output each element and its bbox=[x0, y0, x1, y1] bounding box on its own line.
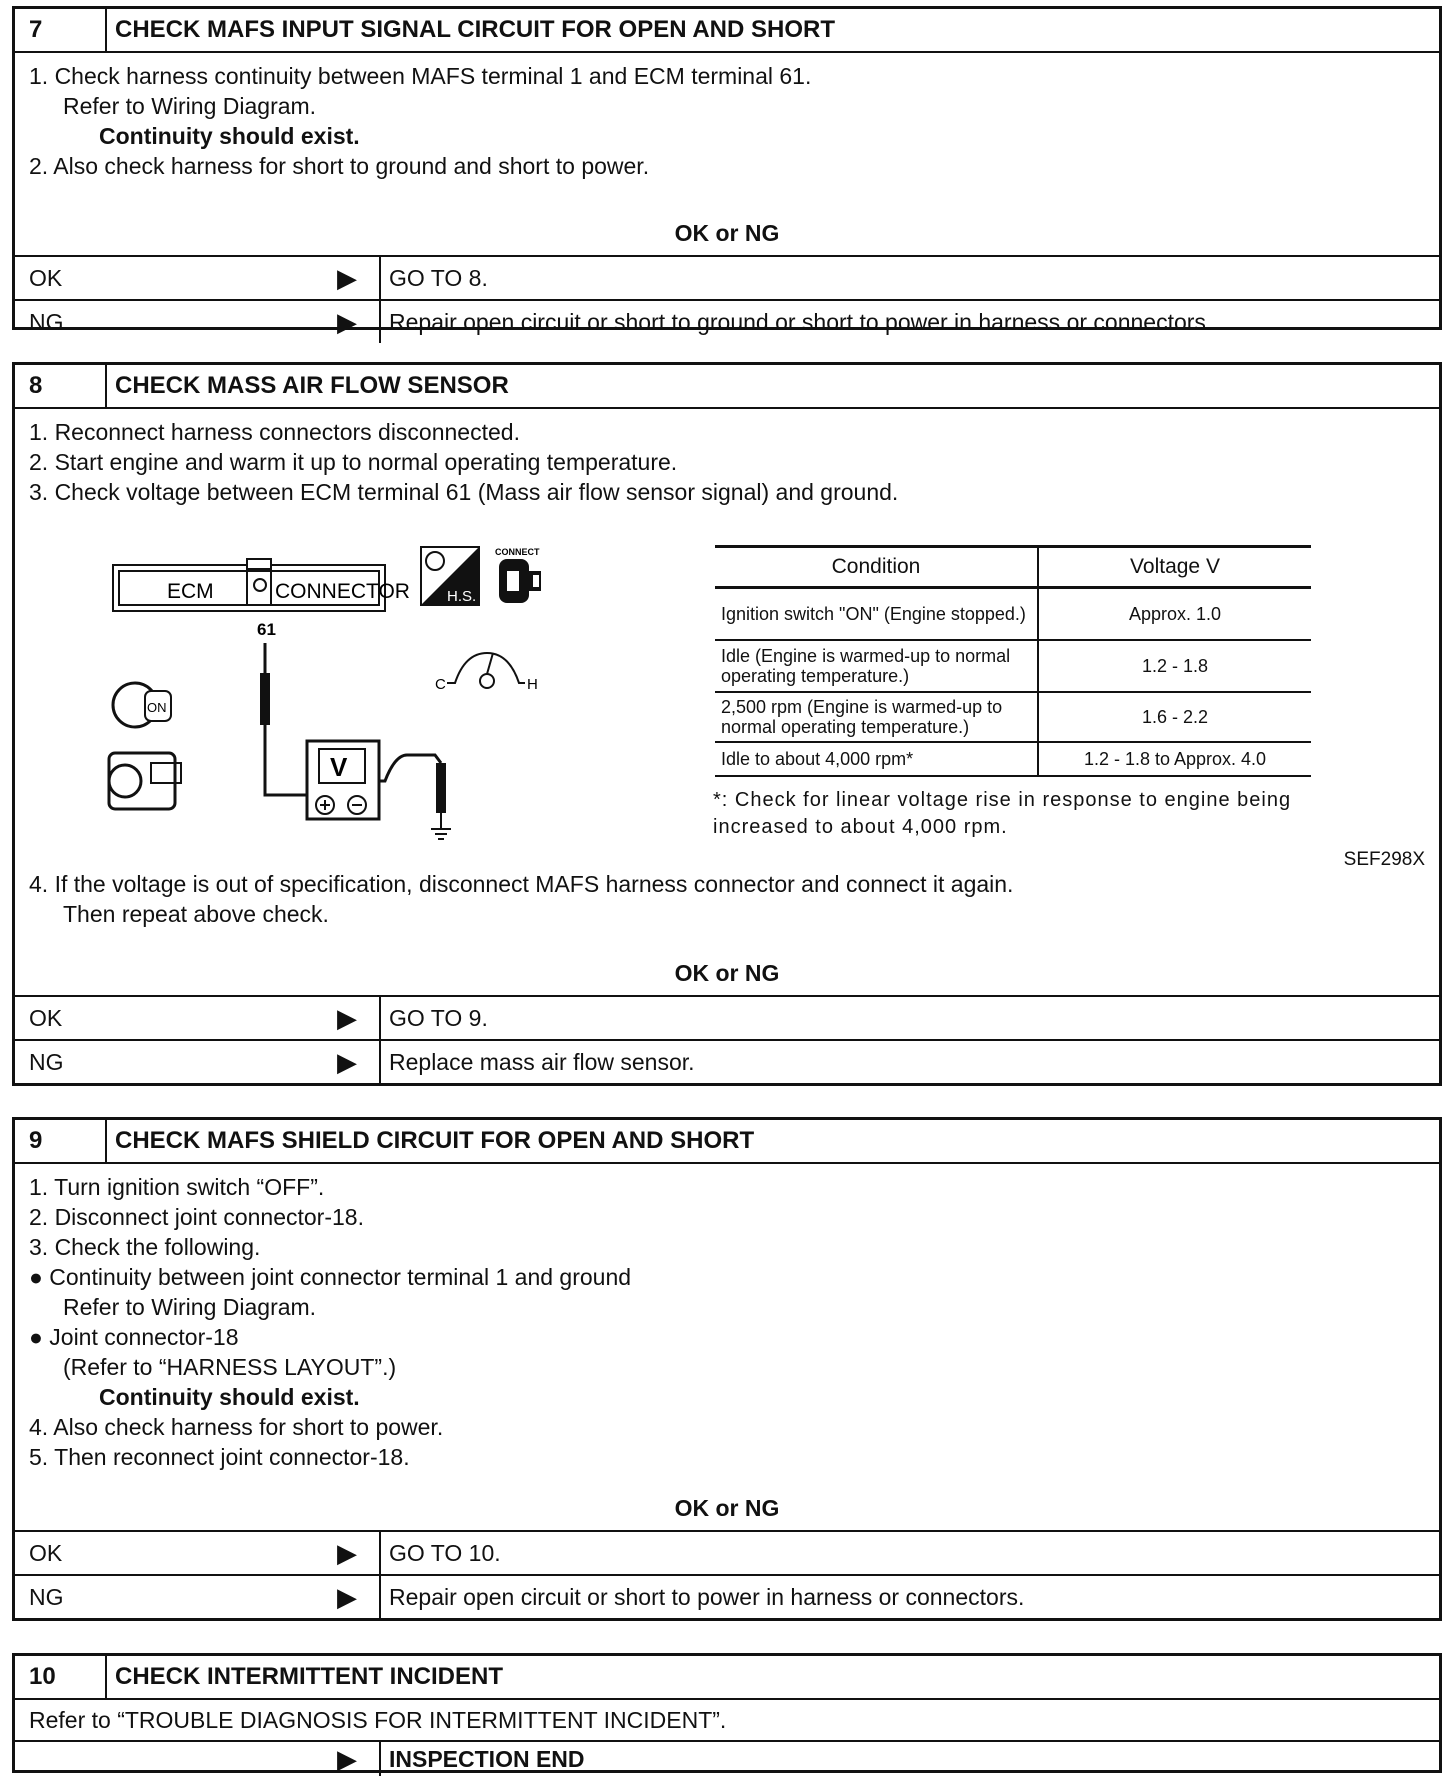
voltage-check-diagram bbox=[95, 545, 595, 845]
hot-start-icon bbox=[421, 547, 479, 605]
svg-text:H: H bbox=[527, 676, 538, 693]
step-9-block bbox=[12, 1117, 1442, 1621]
step-number: 10 bbox=[15, 1656, 107, 1698]
step-title: CHECK MASS AIR FLOW SENSOR bbox=[115, 372, 509, 399]
voltage-cell: 1.2 - 1.8 bbox=[1038, 640, 1311, 692]
instruction-line: 2. Start engine and warm it up to normal operating temperature. bbox=[29, 449, 678, 475]
voltage-cell: 1.2 - 1.8 to Approx. 4.0 bbox=[1038, 742, 1311, 776]
instruction-line: 1. Check harness continuity between MAFS terminal 1 and ECM terminal 61. bbox=[29, 63, 812, 89]
step-7-header bbox=[15, 9, 1439, 53]
result-label: NG bbox=[29, 1583, 64, 1610]
condition-cell: 2,500 rpm (Engine is warmed-up to normal operating temperature.) bbox=[715, 692, 1038, 742]
arrow-icon: ▶ bbox=[315, 1532, 381, 1574]
table-footnote: *: Check for linear voltage rise in response to engine being increased to about 4,000 rpm. bbox=[713, 789, 1292, 838]
column-header: Condition bbox=[715, 547, 1038, 588]
instruction-line: (Refer to “HARNESS LAYOUT”.) bbox=[63, 1354, 397, 1380]
figure-code: SEF298X bbox=[1343, 849, 1425, 870]
temperature-gauge-icon bbox=[435, 653, 538, 693]
result-action: GO TO 8. bbox=[389, 264, 488, 291]
ng-result-row bbox=[15, 299, 1439, 343]
instruction-line: Refer to Wiring Diagram. bbox=[63, 93, 317, 119]
ok-or-ng-heading: OK or NG bbox=[15, 211, 1439, 257]
condition-cell: Ignition switch "ON" (Engine stopped.) bbox=[715, 588, 1038, 640]
ignition-key-icon bbox=[113, 683, 171, 727]
result-action: Repair open circuit or short to ground or short to power in harness or connectors. bbox=[389, 308, 1213, 335]
instruction-line: 3. Check the following. bbox=[29, 1234, 261, 1260]
result-action: GO TO 9. bbox=[389, 1004, 488, 1031]
step-number: 9 bbox=[15, 1120, 107, 1162]
condition-cell: Idle (Engine is warmed-up to normal operating temperature.) bbox=[715, 640, 1038, 692]
ok-or-ng-heading: OK or NG bbox=[15, 1486, 1439, 1532]
result-label: NG bbox=[29, 1048, 64, 1075]
arrow-icon: ▶ bbox=[315, 1742, 381, 1776]
step-9-header bbox=[15, 1120, 1439, 1164]
step-8-instructions bbox=[15, 409, 1439, 507]
step-7-block bbox=[12, 6, 1442, 337]
svg-text:CONNECT: CONNECT bbox=[495, 547, 540, 557]
instruction-line: 3. Check voltage between ECM terminal 61 (Mass air flow sensor signal) and ground. bbox=[29, 479, 899, 505]
result-label: NG bbox=[29, 308, 64, 335]
step-8-instructions-continued bbox=[15, 869, 1439, 929]
step-number: 7 bbox=[15, 9, 107, 51]
step-9-instructions bbox=[15, 1164, 1439, 1486]
voltage-spec-table bbox=[715, 545, 1311, 777]
result-action: GO TO 10. bbox=[389, 1539, 501, 1566]
ng-result-row bbox=[15, 1574, 1439, 1618]
instruction-line: 1. Reconnect harness connectors disconnected. bbox=[29, 419, 520, 445]
result-action: INSPECTION END bbox=[389, 1745, 585, 1772]
engine-icon bbox=[109, 753, 181, 809]
table-row bbox=[715, 640, 1311, 692]
step-title: CHECK MAFS SHIELD CIRCUIT FOR OPEN AND SHORT bbox=[115, 1127, 755, 1154]
bullet-line: ● Continuity between joint connector terminal 1 and ground bbox=[29, 1264, 632, 1290]
step-8-block bbox=[12, 362, 1442, 1086]
instruction-line: 4. If the voltage is out of specification, disconnect MAFS harness connector and connect it again. bbox=[29, 871, 1014, 897]
instruction-line: 2. Also check harness for short to ground and short to power. bbox=[29, 153, 650, 179]
arrow-icon: ▶ bbox=[315, 257, 381, 299]
step-title: CHECK INTERMITTENT INCIDENT bbox=[115, 1663, 503, 1690]
arrow-icon: ▶ bbox=[315, 1576, 381, 1618]
ok-or-ng-heading: OK or NG bbox=[15, 951, 1439, 997]
svg-text:C: C bbox=[435, 676, 446, 693]
connector-label: CONNECTOR bbox=[275, 580, 410, 603]
step-7-instructions bbox=[15, 53, 1439, 211]
arrow-icon: ▶ bbox=[315, 301, 381, 343]
result-label: OK bbox=[29, 1004, 63, 1031]
instruction-line: Refer to Wiring Diagram. bbox=[63, 1294, 317, 1320]
ecm-label: ECM bbox=[167, 580, 214, 603]
result-action: Repair open circuit or short to power in harness or connectors. bbox=[389, 1583, 1025, 1610]
ok-result-row bbox=[15, 997, 1439, 1039]
ng-result-row bbox=[15, 1039, 1439, 1083]
ok-result-row bbox=[15, 257, 1439, 299]
arrow-icon: ▶ bbox=[315, 997, 381, 1039]
instruction-line: 2. Disconnect joint connector-18. bbox=[29, 1204, 364, 1230]
table-row bbox=[715, 692, 1311, 742]
spec-line: Continuity should exist. bbox=[99, 1384, 360, 1410]
ok-result-row bbox=[15, 1532, 1439, 1574]
terminal-number: 61 bbox=[257, 620, 276, 639]
step-10-header bbox=[15, 1656, 1439, 1700]
step-8-results bbox=[15, 951, 1439, 1083]
column-header: Voltage V bbox=[1038, 547, 1311, 588]
instruction-line: Then repeat above check. bbox=[63, 901, 329, 927]
instruction-line: 1. Turn ignition switch “OFF”. bbox=[29, 1174, 325, 1200]
svg-text:H.S.: H.S. bbox=[447, 588, 477, 605]
instruction-line: 5. Then reconnect joint connector-18. bbox=[29, 1444, 410, 1470]
result-label: OK bbox=[29, 1539, 63, 1566]
result-label: OK bbox=[29, 264, 63, 291]
svg-text:V: V bbox=[330, 752, 348, 782]
voltage-cell: Approx. 1.0 bbox=[1038, 588, 1311, 640]
step-10-instruction: Refer to “TROUBLE DIAGNOSIS FOR INTERMITTENT INCIDENT”. bbox=[15, 1700, 1439, 1742]
table-row bbox=[715, 742, 1311, 776]
step-title: CHECK MAFS INPUT SIGNAL CIRCUIT FOR OPEN AND SHORT bbox=[115, 16, 836, 43]
step-10-block bbox=[12, 1653, 1442, 1773]
result-label bbox=[15, 1742, 315, 1776]
table-row bbox=[715, 588, 1311, 640]
connect-icon bbox=[495, 547, 541, 603]
arrow-icon: ▶ bbox=[315, 1041, 381, 1083]
bullet-line: ● Joint connector-18 bbox=[29, 1324, 239, 1350]
end-result-row bbox=[15, 1742, 1439, 1776]
step-number: 8 bbox=[15, 365, 107, 407]
voltage-cell: 1.6 - 2.2 bbox=[1038, 692, 1311, 742]
table-header-row bbox=[715, 547, 1311, 588]
spec-line: Continuity should exist. bbox=[99, 123, 360, 149]
result-action: Replace mass air flow sensor. bbox=[389, 1048, 695, 1075]
instruction-line: 4. Also check harness for short to power. bbox=[29, 1414, 444, 1440]
step-8-header bbox=[15, 365, 1439, 409]
condition-cell: Idle to about 4,000 rpm* bbox=[715, 742, 1038, 776]
svg-text:ON: ON bbox=[147, 700, 167, 715]
